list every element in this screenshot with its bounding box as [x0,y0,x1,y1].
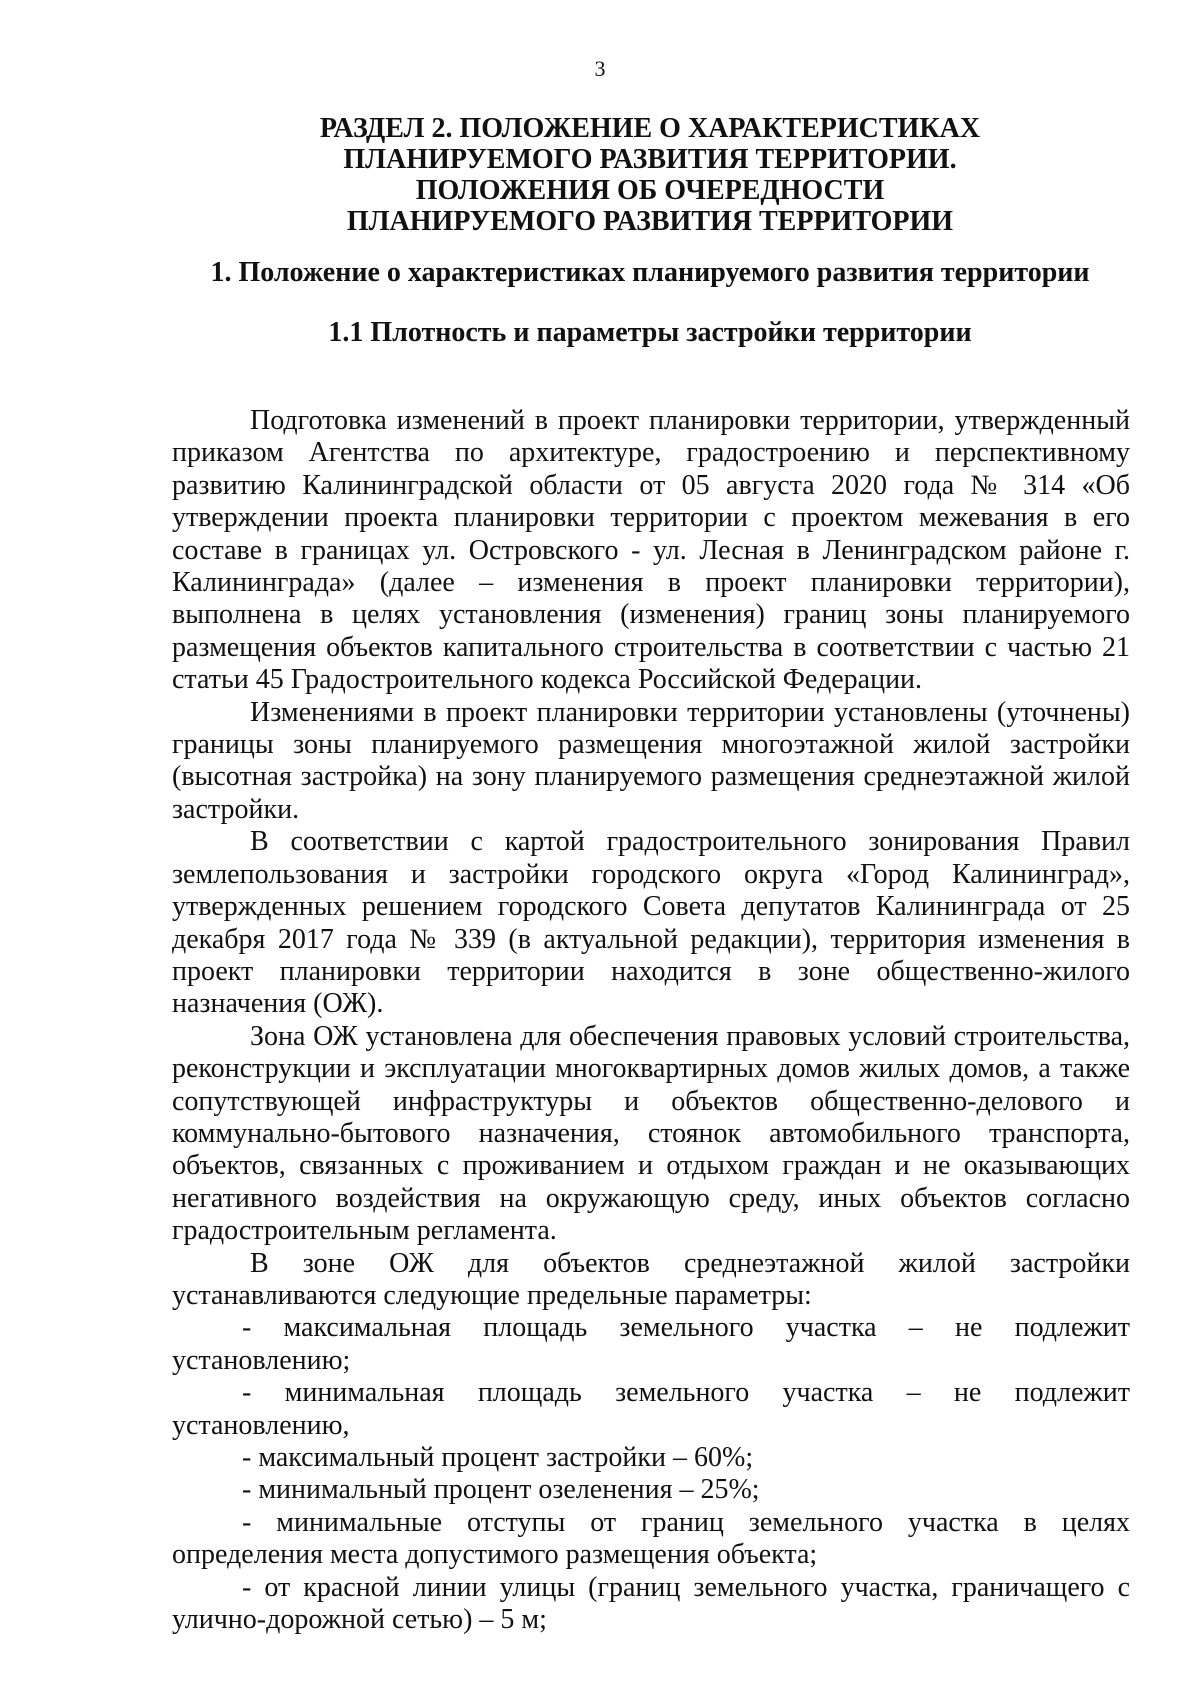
section-title [170,113,1130,237]
paragraph: Подготовка изменений в проект планировки территории, утвержденный приказом Агентства по архитектуре, градостроению и перспективному развитию Калининградской области от 05 августа 2020 года № 314 «Об утверждении проекта планировки территории с проектом межевания в его составе в границах ул. Островского - ул. Лесная в Ленинградском районе г. Калининграда» (далее – изменения в проект планировки территории), выполнена в целях установления (изменения) границ зоны планируемого размещения объектов капитального строительства в соответствии с частью 21 статьи 45 Градостроительного кодекса Российской Федерации. [172,405,1130,696]
heading-1-1: 1.1 Плотность и параметры застройки территории [328,317,972,348]
list-item: - максимальная площадь земельного участка – не подлежит установлению; [172,1312,1130,1376]
section-title-line: ПОЛОЖЕНИЯ ОБ ОЧЕРЕДНОСТИ [415,175,885,206]
document-body [172,405,1130,1636]
list-item: - минимальный процент озеленения – 25%; [242,1474,760,1506]
list-item: - от красной линии улицы (границ земельного участка, граничащего с улично-дорожной сетью) – 5 м; [172,1571,1130,1636]
paragraph: В соответствии с картой градостроительного зонирования Правил землепользования и застройки городского округа «Город Калининград», утвержденных решением городского Совета депутатов Калининграда от 25 декабря 2017 года № 339 (в актуальной редакции), территория изменения в проект планировки территории находится в зоне общественно-жилого назначения (ОЖ). [172,826,1130,1020]
paragraph: Изменениями в проект планировки территории установлены (уточнены) границы зоны планируемого размещения многоэтажной жилой застройки (высотная застройка) на зону планируемого размещения среднеэтажной жилой застройки. [172,696,1130,825]
page-number: 3 [594,56,606,81]
heading-1: 1. Положение о характеристиках планируемого развития территории [210,257,1090,288]
section-title-line: РАЗДЕЛ 2. ПОЛОЖЕНИЕ О ХАРАКТЕРИСТИКАХ [319,113,981,144]
list-item: - минимальные отступы от границ земельного участка в целях определения места допустимого размещения объекта; [172,1506,1130,1571]
section-title-line: ПЛАНИРУЕМОГО РАЗВИТИЯ ТЕРРИТОРИИ. [343,144,957,175]
paragraph: Зона ОЖ установлена для обеспечения правовых условий строительства, реконструкции и эксплуатации многоквартирных домов жилых домов, а также сопутствующей инфраструктуры и объектов общественно-делового и коммунально-бытового назначения, стоянок автомобильного транспорта, объектов, связанных с проживанием и отдыхом граждан и не оказывающих негативного воздействия на окружающую среду, иных объектов согласно градостроительным регламента. [172,1020,1130,1247]
list-item: - минимальная площадь земельного участка – не подлежит установлению, [172,1377,1130,1441]
list-item: - максимальный процент застройки – 60%; [242,1442,754,1473]
paragraph: В зоне ОЖ для объектов среднеэтажной жилой застройки устанавливаются следующие предельные параметры: [172,1247,1130,1311]
section-title-line: ПЛАНИРУЕМОГО РАЗВИТИЯ ТЕРРИТОРИИ [346,206,954,237]
